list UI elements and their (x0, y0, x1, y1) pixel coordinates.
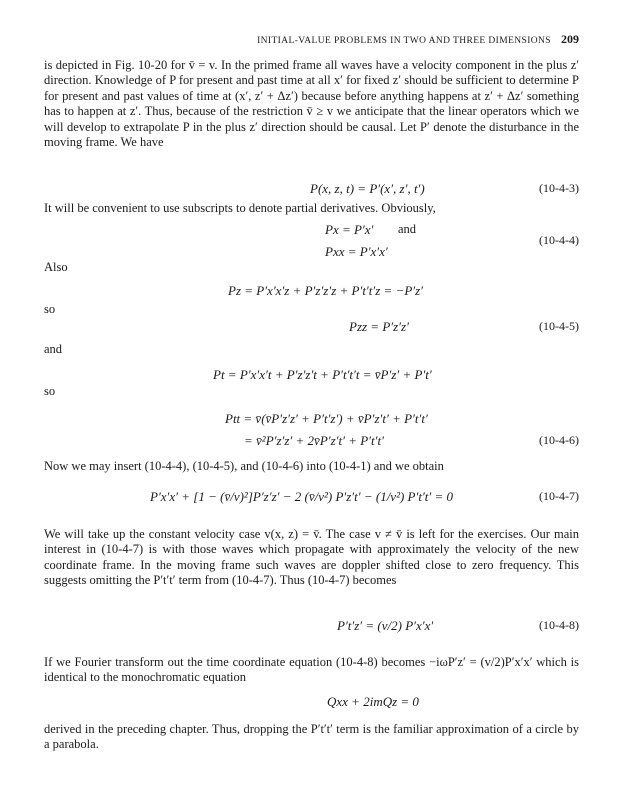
and-connector: and (398, 222, 417, 236)
equation-10-4-6a: Ptt = v̄(v̄P′z′z′ + P′t′z′) + v̄P′z′t′ + P′t′t′ (225, 411, 428, 426)
equation-number-10-4-6: (10-4-6) (539, 433, 579, 447)
equation-number-10-4-7: (10-4-7) (539, 489, 579, 503)
page-number: 209 (561, 32, 579, 46)
label-and: and (44, 342, 63, 356)
equation-number-10-4-5: (10-4-5) (539, 319, 579, 333)
paragraph-3: Now we may insert (10-4-4), (10-4-5), and (10-4-6) into (10-4-1) and we obtain (44, 459, 444, 473)
label-so-1: so (44, 302, 56, 316)
equation-number-10-4-3: (10-4-3) (539, 181, 579, 195)
equation-10-4-5: Pzz = P′z′z′ (349, 319, 409, 334)
equation-number-10-4-4: (10-4-4) (539, 233, 579, 247)
paragraph-5: If we Fourier transform out the time coordinate equation (10-4-8) becomes −iωP′z′ = (v/2)P′x′x′ which is identical to the monochromatic equation (44, 655, 579, 685)
equation-10-4-4b: Pxx = P′x′x′ (325, 244, 388, 259)
equation-10-4-7: P′x′x′ + [1 − (v̄/v)²]P′z′z′ − 2 (v̄/v²) P′z′t′ − (1/v²) P′t′t′ = 0 (150, 489, 454, 504)
equation-10-4-4a: Px = P′x′ (325, 222, 374, 237)
paragraph-6: derived in the preceding chapter. Thus, dropping the P′t′t′ term is the familiar approximation of a circle by a parabola. (44, 722, 579, 752)
equation-number-10-4-8: (10-4-8) (539, 618, 579, 632)
running-head (0, 32, 579, 47)
running-title: INITIAL-VALUE PROBLEMS IN TWO AND THREE DIMENSIONS (257, 36, 551, 46)
paragraph-1: is depicted in Fig. 10-20 for v̄ = v. In the primed frame all waves have a velocity component in the plus z′ direction. Knowledge of P for present and past time at all x′ for fixed z′ should be sufficient to determine P for present and past values of time at (x′, z′ + Δz′) because before anything happens at z′ + Δz′ something has to happen at z′. Thus, because of the restriction v̄ ≥ v we anticipate that the linear operators which we will develop to extrapolate P in the plus z′ direction should be causal. Let P′ denote the disturbance in the moving frame. We have (44, 58, 579, 150)
equation-monochromatic: Qxx + 2imQz = 0 (327, 694, 419, 709)
label-also: Also (44, 260, 68, 274)
equation-10-4-3: P(x, z, t) = P′(x′, z′, t′) (310, 181, 425, 196)
equation-10-4-6b: = v̄²P′z′z′ + 2v̄P′z′t′ + P′t′t′ (244, 433, 384, 448)
equation-10-4-8: P′t′z′ = (v/2) P′x′x′ (337, 618, 434, 633)
equation-pt: Pt = P′x′x′t + P′z′z′t + P′t′t′t = v̄P′z′ + P′t′ (213, 367, 432, 382)
paragraph-4: We will take up the constant velocity case v(x, z) = v̄. The case v ≠ v̄ is left for the exercises. Our main interest in (10-4-7) is with those waves which propagate with approximately the velocity of the new coordinate frame. In the moving frame such waves are doppler shifted close to zero frequency. This suggests omitting the P′t′t′ term from (10-4-7). Thus (10-4-7) becomes (44, 527, 579, 588)
equation-pz: Pz = P′x′x′z + P′z′z′z + P′t′t′z = −P′z′ (228, 283, 424, 298)
paragraph-2: It will be convenient to use subscripts to denote partial derivatives. Obviously, (44, 201, 436, 215)
label-so-2: so (44, 384, 56, 398)
